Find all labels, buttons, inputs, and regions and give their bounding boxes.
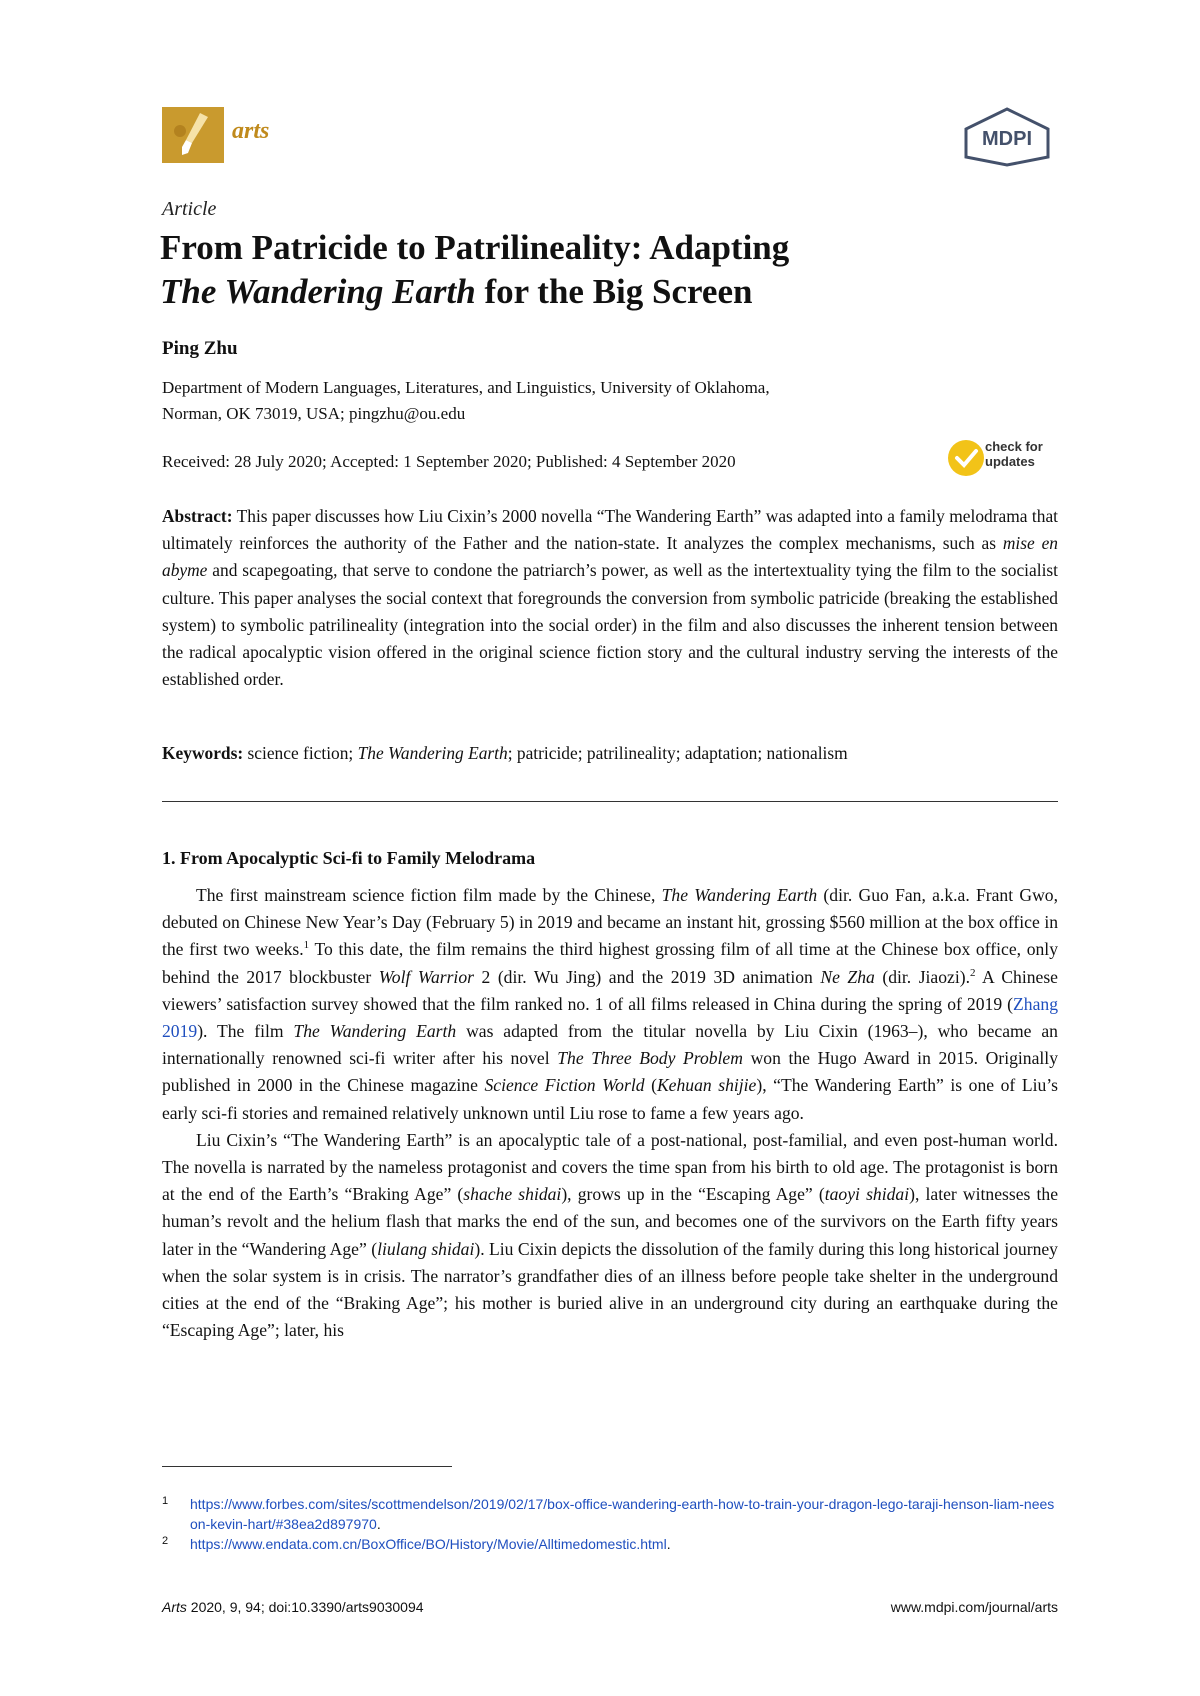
p2-text: ), later witnesses the human’s revolt and the helium flash that marks the end of the sun, and becomes one of the survivors on the Earth fifty years later in the “Wandering Age” ( (162, 1184, 1059, 1259)
footer-url[interactable]: www.mdpi.com/journal/arts (890, 1599, 1058, 1615)
p1-italic: The Three Body Problem (557, 1048, 743, 1069)
footer-doi: 2020, 9, 94; doi:10.3390/arts9030094 (186, 1599, 424, 1615)
abstract-label: Abstract: (162, 506, 233, 526)
section-body (162, 882, 1058, 1344)
footer-journal: Arts (162, 1599, 187, 1615)
article-title (160, 226, 1060, 314)
paragraph-1 (162, 882, 1058, 1127)
publisher-name: MDPI (982, 128, 1032, 150)
p1-text: was adapted from the titular novella by Liu Cixin (1963–), who became an internationally renowned sci-fi writer after his novel (162, 1021, 1058, 1069)
p1-text: (dir. Guo Fan, a.k.a. Frant Gwo, debuted on Chinese New Year’s Day (February 5) in 2019 and became an instant hit, grossing $560 million at the box office in the first two weeks. (162, 885, 1058, 960)
p1-text: (dir. Jiaozi). (874, 966, 970, 987)
section-heading: 1. From Apocalyptic Sci-fi to Family Melodrama (162, 848, 536, 868)
check-line-1: check for (985, 439, 1043, 454)
keywords (162, 743, 1058, 764)
p1-italic: Science Fiction World (484, 1075, 645, 1096)
p2-italic: taoyi shidai (824, 1184, 910, 1205)
p1-italic: Wolf Warrior (378, 966, 474, 987)
p1-italic: The Wandering Earth (661, 885, 818, 905)
abstract-text-2: and scapegoating, that serve to condone the patriarch’s power, as well as the intertextuality tying the film to the socialist culture. This paper analyses the social context that foregrounds the conversion from symbolic patricide (breaking the established system) to symbolic patrilineality (integration into the social order) in the film and also discusses the inherent tension between the radical apocalyptic vision offered in the original science fiction story and the cultural industry serving the interests of the established order. (162, 560, 1058, 690)
p1-text: The first mainstream science fiction film made by the Chinese, (196, 885, 662, 905)
footnote-2 (162, 1534, 1058, 1554)
p1-text: won the Hugo Award in 2015. Originally published in 2000 in the Chinese magazine (162, 1048, 1058, 1096)
keywords-text-2: ; patricide; patrilineality; adaptation; nationalism (507, 743, 848, 763)
publication-dates: Received: 28 July 2020; Accepted: 1 September 2020; Published: 4 September 2020 (162, 452, 736, 471)
p2-italic: liulang shidai (377, 1238, 475, 1259)
check-for-updates-text (985, 439, 1043, 469)
footnote-link[interactable]: https://www.forbes.com/sites/scottmendelson/2019/02/17/box-office-wandering-earth-how-to-train-your-dragon-lego-taraji-henson-liam-neeson-kevin-hart/#38ea2d897970 (190, 1496, 1055, 1532)
footnote-tail: . (376, 1516, 381, 1532)
abstract-italic: mise en abyme (162, 533, 1059, 581)
title-italic: The Wandering Earth (160, 272, 476, 311)
keywords-italic: The Wandering Earth (357, 743, 508, 763)
article-type: Article (162, 198, 217, 220)
check-circle-icon (946, 438, 986, 478)
footnote-ref-1[interactable]: 1 (303, 939, 310, 952)
divider (162, 801, 1058, 802)
title-line-2 (160, 270, 1060, 314)
footnote-1 (162, 1494, 1058, 1534)
footnote-tail: . (666, 1536, 671, 1552)
p1-text: To this date, the film remains the third highest grossing film of all time at the Chinese box office, only behind the 2017 blockbuster (162, 939, 1058, 987)
footnote-ref-2[interactable]: 2 (970, 966, 976, 979)
footnote-divider (162, 1466, 452, 1467)
title-line-1: From Patricide to Patrilineality: Adapting (160, 228, 790, 267)
paintbrush-icon (162, 107, 224, 163)
keywords-label: Keywords: (162, 743, 244, 763)
p2-text: Liu Cixin’s “The Wandering Earth” is an apocalyptic tale of a post-national, post-familial, and even post-human world. The novella is narrated by the nameless protagonist and covers the time span from his birth to old age. The protagonist is born at the end of the Earth’s “Braking Age” ( (162, 1129, 1058, 1205)
p1-text: A Chinese viewers’ satisfaction survey showed that the film ranked no. 1 of all films released in China during the spring of 2019 ( (162, 966, 1058, 1014)
publisher-logo (962, 107, 1052, 167)
keywords-text-1: science fiction; (243, 743, 358, 763)
paragraph-2 (162, 1127, 1058, 1345)
p1-text: ). The film (197, 1021, 294, 1042)
footnotes (162, 1494, 1058, 1554)
footnote-number: 2 (162, 1535, 169, 1547)
author-name: Ping Zhu (162, 338, 238, 359)
affiliation-line-1: Department of Modern Languages, Literatures, and Linguistics, University of Oklahoma, (162, 378, 770, 397)
affiliation-line-2: Norman, OK 73019, USA; pingzhu@ou.edu (162, 404, 466, 423)
title-rest: for the Big Screen (475, 272, 753, 311)
p1-text: 2 (dir. Wu Jing) and the 2019 3D animation (473, 966, 821, 987)
check-line-2: updates (985, 454, 1035, 469)
p1-italic: The Wandering Earth (293, 1021, 457, 1042)
p1-text: ( (644, 1075, 657, 1096)
citation-link[interactable]: Zhang 2019 (162, 993, 1058, 1042)
p2-italic: shache shidai (463, 1184, 562, 1205)
journal-logo (162, 107, 224, 163)
p2-text: ), grows up in the “Escaping Age” ( (561, 1184, 825, 1205)
p1-italic: Ne Zha (820, 966, 875, 987)
affiliation (162, 375, 922, 427)
mdpi-hexagon-icon (962, 107, 1052, 167)
footer-citation (162, 1599, 424, 1615)
footnote-link[interactable]: https://www.endata.com.cn/BoxOffice/BO/History/Movie/Alltimedomestic.html (190, 1536, 667, 1552)
journal-name: arts (232, 118, 270, 144)
p1-italic: Kehuan shijie (656, 1075, 757, 1096)
p1-text: ), “The Wandering Earth” is one of Liu’s early sci-fi stories and remained relatively unknown until Liu rose to fame a few years ago. (162, 1075, 1059, 1123)
abstract (162, 503, 1058, 693)
p2-text: ). Liu Cixin depicts the dissolution of the family during this long historical journey when the solar system is in crisis. The narrator’s grandfather dies of an illness before people take shelter in the underground cities at the end of the “Braking Age”; his mother is buried alive in an underground city during an earthquake during the “Escaping Age”; later, his (162, 1238, 1058, 1341)
abstract-text-1: This paper discusses how Liu Cixin’s 2000 novella “The Wandering Earth” was adapted into a family melodrama that ultimately reinforces the authority of the Father and the nation-state. It analyzes the complex mechanisms, such as (162, 506, 1058, 554)
footnote-number: 1 (162, 1495, 169, 1507)
